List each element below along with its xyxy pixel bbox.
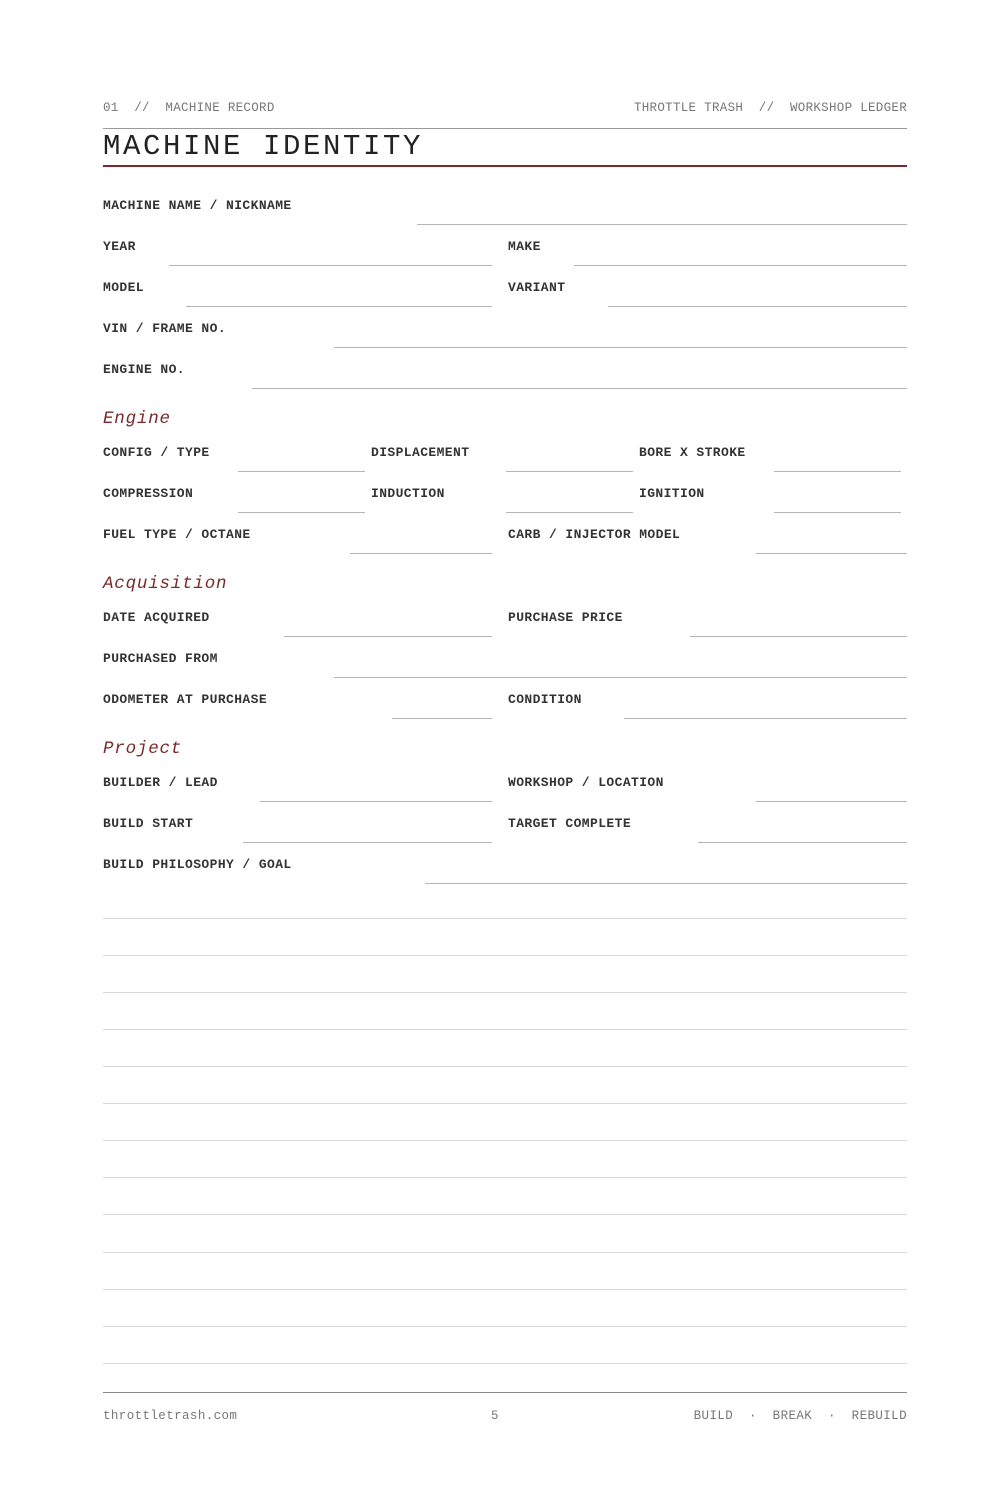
date-acquired-label: DATE ACQUIRED: [103, 610, 210, 625]
model-line[interactable]: [186, 306, 492, 307]
date-acquired-field[interactable]: [103, 609, 492, 635]
purchase-price-label: PURCHASE PRICE: [508, 610, 623, 625]
carb-label: CARB / INJECTOR MODEL: [508, 527, 681, 542]
variant-label: VARIANT: [508, 280, 566, 295]
philosophy-line[interactable]: [425, 883, 907, 884]
bore-stroke-line[interactable]: [774, 471, 901, 472]
row-model-variant: [103, 279, 907, 305]
target-complete-label: TARGET COMPLETE: [508, 816, 632, 831]
note-line[interactable]: [103, 1066, 907, 1067]
purchased-from-line[interactable]: [334, 677, 907, 678]
note-line[interactable]: [103, 1363, 907, 1364]
row-date-price: [103, 609, 907, 635]
vin-line[interactable]: [334, 347, 907, 348]
make-label: MAKE: [508, 239, 541, 254]
displacement-field[interactable]: [371, 444, 633, 470]
model-field[interactable]: [103, 279, 492, 305]
compression-label: COMPRESSION: [103, 486, 194, 501]
ignition-line[interactable]: [774, 512, 901, 513]
condition-label: CONDITION: [508, 692, 582, 707]
header-rule: [103, 128, 907, 129]
philosophy-field[interactable]: [103, 856, 907, 882]
bore-stroke-label: BORE X STROKE: [639, 445, 746, 460]
year-line[interactable]: [169, 265, 492, 266]
footer-motto: BUILD · BREAK · REBUILD: [693, 1409, 907, 1423]
note-line[interactable]: [103, 1289, 907, 1290]
bore-stroke-field[interactable]: [639, 444, 901, 470]
build-start-label: BUILD START: [103, 816, 194, 831]
builder-line[interactable]: [260, 801, 492, 802]
row-purchased-from: [103, 650, 907, 676]
ignition-field[interactable]: [639, 485, 901, 511]
workshop-line[interactable]: [756, 801, 907, 802]
footer-rule: [103, 1392, 907, 1393]
page-number: 5: [491, 1409, 499, 1423]
project-heading: Project: [103, 739, 183, 759]
condition-line[interactable]: [624, 718, 907, 719]
fuel-line[interactable]: [350, 553, 492, 554]
row-start-target: [103, 815, 907, 841]
compression-line[interactable]: [238, 512, 365, 513]
condition-field[interactable]: [508, 691, 907, 717]
row-compression: [103, 485, 907, 511]
row-odometer-condition: [103, 691, 907, 717]
row-fuel-carb: [103, 526, 907, 552]
row-engine-no: [103, 361, 907, 387]
note-line[interactable]: [103, 1214, 907, 1215]
target-complete-field[interactable]: [508, 815, 907, 841]
config-line[interactable]: [238, 471, 365, 472]
model-label: MODEL: [103, 280, 145, 295]
engine-no-label: ENGINE NO.: [103, 362, 186, 377]
builder-label: BUILDER / LEAD: [103, 775, 218, 790]
row-config: [103, 444, 907, 470]
purchased-from-label: PURCHASED FROM: [103, 651, 218, 666]
builder-field[interactable]: [103, 774, 492, 800]
footer-site: throttletrash.com: [103, 1409, 238, 1423]
compression-field[interactable]: [103, 485, 365, 511]
year-label: YEAR: [103, 239, 136, 254]
note-line[interactable]: [103, 992, 907, 993]
workshop-label: WORKSHOP / LOCATION: [508, 775, 664, 790]
fuel-field[interactable]: [103, 526, 492, 552]
induction-label: INDUCTION: [371, 486, 445, 501]
year-field[interactable]: [103, 238, 492, 264]
displacement-label: DISPLACEMENT: [371, 445, 470, 460]
build-start-line[interactable]: [243, 842, 492, 843]
section-marker: 01 // MACHINE RECORD: [103, 101, 275, 115]
engine-heading: Engine: [103, 409, 171, 429]
note-line[interactable]: [103, 1029, 907, 1030]
row-year-make: [103, 238, 907, 264]
induction-line[interactable]: [506, 512, 633, 513]
vin-label: VIN / FRAME NO.: [103, 321, 227, 336]
fuel-label: FUEL TYPE / OCTANE: [103, 527, 251, 542]
machine-name-label: MACHINE NAME / NICKNAME: [103, 198, 292, 213]
ledger-brand: THROTTLE TRASH // WORKSHOP LEDGER: [633, 101, 907, 115]
purchased-from-field[interactable]: [103, 650, 907, 676]
date-acquired-line[interactable]: [284, 636, 492, 637]
purchase-price-field[interactable]: [508, 609, 907, 635]
philosophy-label: BUILD PHILOSOPHY / GOAL: [103, 857, 292, 872]
note-line[interactable]: [103, 1103, 907, 1104]
config-field[interactable]: [103, 444, 365, 470]
ledger-page: [103, 0, 907, 1485]
make-field[interactable]: [508, 238, 907, 264]
row-builder-workshop: [103, 774, 907, 800]
page-header: [103, 101, 907, 117]
purchase-price-line[interactable]: [690, 636, 907, 637]
machine-name-field[interactable]: [103, 197, 907, 223]
note-line[interactable]: [103, 1140, 907, 1141]
ignition-label: IGNITION: [639, 486, 705, 501]
odometer-label: ODOMETER AT PURCHASE: [103, 692, 268, 707]
acquisition-heading: Acquisition: [103, 574, 228, 594]
title-rule: [103, 165, 907, 167]
workshop-field[interactable]: [508, 774, 907, 800]
config-label: CONFIG / TYPE: [103, 445, 210, 460]
variant-field[interactable]: [508, 279, 907, 305]
page-footer: [103, 1409, 907, 1425]
odometer-line[interactable]: [392, 718, 492, 719]
row-machine-name: [103, 197, 907, 223]
induction-field[interactable]: [371, 485, 633, 511]
carb-field[interactable]: [508, 526, 907, 552]
build-start-field[interactable]: [103, 815, 492, 841]
carb-line[interactable]: [756, 553, 907, 554]
target-complete-line[interactable]: [698, 842, 907, 843]
variant-line[interactable]: [608, 306, 907, 307]
vin-field[interactable]: [103, 320, 907, 346]
machine-name-line[interactable]: [417, 224, 907, 225]
note-line[interactable]: [103, 1252, 907, 1253]
note-line[interactable]: [103, 955, 907, 956]
note-line[interactable]: [103, 1177, 907, 1178]
note-line[interactable]: [103, 1326, 907, 1327]
row-vin: [103, 320, 907, 346]
make-line[interactable]: [574, 265, 907, 266]
note-line[interactable]: [103, 918, 907, 919]
row-philosophy: [103, 856, 907, 882]
engine-no-line[interactable]: [252, 388, 907, 389]
page-title: MACHINE IDENTITY: [103, 130, 424, 163]
displacement-line[interactable]: [506, 471, 633, 472]
odometer-field[interactable]: [103, 691, 492, 717]
engine-no-field[interactable]: [103, 361, 907, 387]
